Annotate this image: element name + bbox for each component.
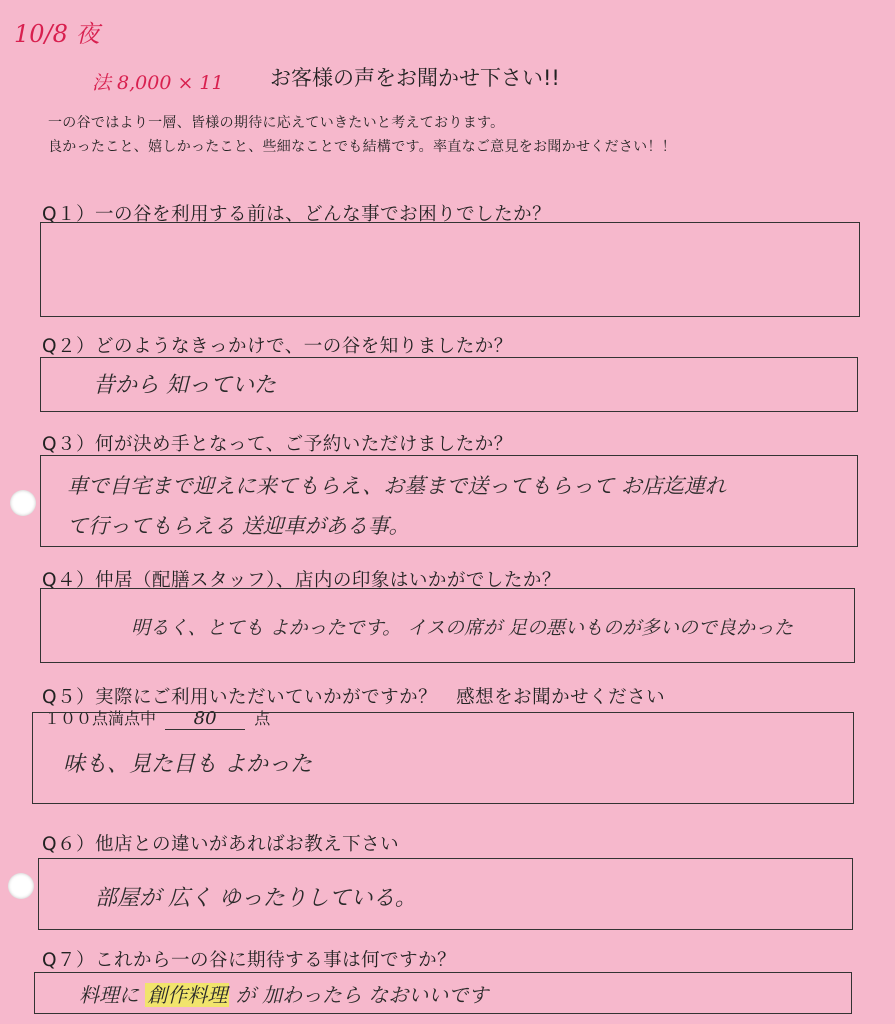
- intro-line-2: 良かったこと、嬉しかったこと、些細なことでも結構です。率直なご意見をお聞かせください！！: [48, 139, 677, 155]
- answer-3-line-1: 車で自宅まで迎えに来てもらえ、お墓まで送ってもらって お店迄連れ: [67, 474, 726, 498]
- score-value: 80: [193, 708, 217, 729]
- punch-hole-top: [10, 490, 36, 516]
- question-2-label: Q２）どのようなきっかけで、一の谷を知りましたか？: [42, 336, 513, 357]
- answer-box-4[interactable]: [40, 588, 855, 663]
- question-5-label: Q５）実際にご利用いただいていかがですか？ 感想をお聞かせください: [42, 687, 666, 708]
- question-4-label: Q４）仲居（配膳スタッフ）、店内の印象はいかがでしたか？: [42, 570, 561, 591]
- answer-box-3[interactable]: [40, 455, 858, 547]
- answer-7-highlight: 創作料理: [147, 983, 228, 1007]
- answer-6-line-1: 部屋が 広く ゆったりしている。: [95, 886, 417, 911]
- page-title: お客様の声をお聞かせ下さい!!: [270, 66, 560, 90]
- answer-box-7[interactable]: [34, 972, 852, 1014]
- intro-line-1: 一の谷ではより一層、皆様の期待に応えていきたいと考えております。: [48, 115, 505, 131]
- answer-7-after: が 加わったら なおいいです: [235, 983, 489, 1007]
- score-prefix: １００点満点中: [44, 709, 157, 728]
- question-6-label: Q６）他店との違いがあればお教え下さい: [42, 834, 400, 855]
- answer-5-line-1: 味も、見た目も よかった: [63, 752, 312, 777]
- answer-7-before: 料理に: [79, 983, 139, 1007]
- answer-7-line-1: [79, 979, 488, 1008]
- answer-2-line-1: 昔から 知っていた: [93, 373, 276, 398]
- question-7-label: Q７）これから一の谷に期待する事は何ですか？: [42, 950, 457, 971]
- question-1-label: Q１）一の谷を利用する前は、どんな事でお困りでしたか？: [42, 204, 552, 225]
- answer-box-1[interactable]: [40, 222, 860, 317]
- question-3-label: Q３）何が決め手となって、ご予約いただけましたか？: [42, 434, 513, 455]
- answer-4-line-1: 明るく、とても よかったです。 イスの席が 足の悪いものが多いので良かった: [131, 617, 794, 639]
- punch-hole-bottom: [8, 873, 34, 899]
- score-suffix: 点: [254, 709, 271, 728]
- date-annotation: 10/8 夜: [14, 20, 100, 48]
- answer-box-5[interactable]: [32, 712, 854, 804]
- answer-box-2[interactable]: [40, 357, 858, 412]
- price-annotation: 法 8,000 × 11: [92, 72, 224, 94]
- answer-box-6[interactable]: [38, 858, 853, 930]
- answer-3-line-2: て行ってもらえる 送迎車がある事。: [67, 514, 410, 538]
